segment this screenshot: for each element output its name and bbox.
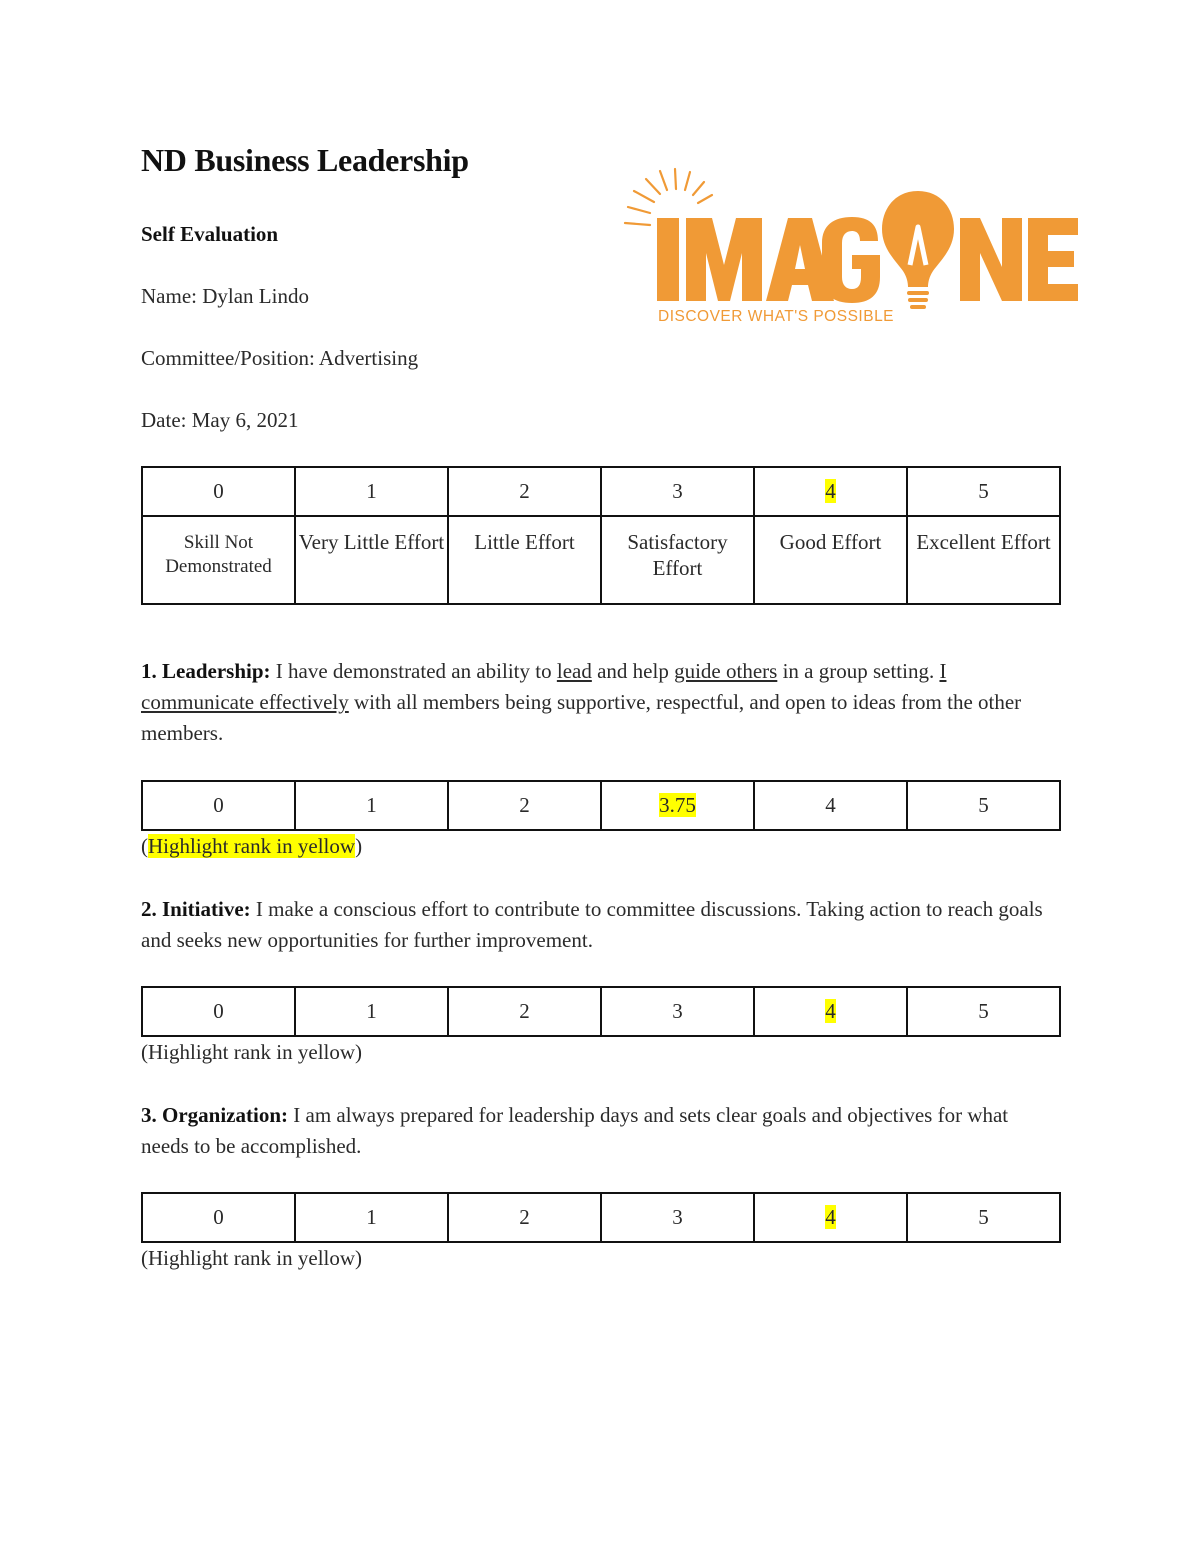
highlight-instruction: (Highlight rank in yellow): [141, 834, 363, 858]
rating-cell[interactable]: 0: [142, 781, 295, 830]
imagine-logo: [620, 165, 1090, 330]
rating-cell[interactable]: 3: [601, 1193, 754, 1242]
legend-number-highlighted: 4: [754, 467, 907, 516]
rating-cell[interactable]: 1: [295, 781, 448, 830]
highlight-instruction: (Highlight rank in yellow): [141, 1040, 363, 1064]
date-line: Date: May 6, 2021: [141, 408, 299, 432]
legend-number: 2: [448, 467, 601, 516]
rating-cell[interactable]: 5: [907, 987, 1060, 1036]
legend-number: 5: [907, 467, 1060, 516]
highlight-instruction: (Highlight rank in yellow): [141, 1246, 363, 1270]
rating-cell[interactable]: 2: [448, 1193, 601, 1242]
svg-text:DISCOVER WHAT'S POSSIBLE: DISCOVER WHAT'S POSSIBLE: [658, 308, 895, 325]
rating-cell[interactable]: 4: [754, 781, 907, 830]
rating-legend-table: [141, 466, 1061, 605]
subtitle: Self Evaluation: [141, 222, 279, 246]
rating-cell-selected[interactable]: 4: [754, 987, 907, 1036]
leadership-rating-table: [141, 780, 1061, 831]
organization-rating-table: [141, 1192, 1061, 1243]
legend-number: 1: [295, 467, 448, 516]
name-line: Name: Dylan Lindo: [141, 284, 309, 308]
rating-cell[interactable]: 5: [907, 1193, 1060, 1242]
legend-number: 3: [601, 467, 754, 516]
section-initiative-text: 2. Initiative: I make a conscious effort to contribute to committee discussions. Taking action to reach goals and seeks new opportunities for further improvement.: [141, 897, 1043, 952]
section-organization-text: 3. Organization: I am always prepared for leadership days and sets clear goals and objectives for what needs to be accomplished.: [141, 1103, 1009, 1158]
rating-cell[interactable]: 3: [601, 987, 754, 1036]
rating-cell-selected[interactable]: 4: [754, 1193, 907, 1242]
legend-description: Excellent Effort: [907, 516, 1060, 604]
rating-cell[interactable]: 0: [142, 987, 295, 1036]
rating-cell[interactable]: 1: [295, 987, 448, 1036]
rating-cell[interactable]: 5: [907, 781, 1060, 830]
legend-description: Good Effort: [754, 516, 907, 604]
page-title: ND Business Leadership: [141, 142, 469, 178]
committee-line: Committee/Position: Advertising: [141, 346, 419, 370]
legend-description: Very Little Effort: [295, 516, 448, 604]
rating-cell-selected[interactable]: 3.75: [601, 781, 754, 830]
section-leadership-text: 1. Leadership: I have demonstrated an ability to lead and help guide others in a group setting. I communicate effectively with all members being supportive, respectful, and open to ideas from the other members.: [141, 659, 1022, 745]
legend-description: Satisfactory Effort: [601, 516, 754, 604]
rating-cell[interactable]: 1: [295, 1193, 448, 1242]
rating-cell[interactable]: 0: [142, 1193, 295, 1242]
legend-description: Skill Not Demonstrated: [142, 516, 295, 604]
rating-cell[interactable]: 2: [448, 987, 601, 1036]
rating-cell[interactable]: 2: [448, 781, 601, 830]
legend-number: 0: [142, 467, 295, 516]
initiative-rating-table: [141, 986, 1061, 1037]
legend-description: Little Effort: [448, 516, 601, 604]
